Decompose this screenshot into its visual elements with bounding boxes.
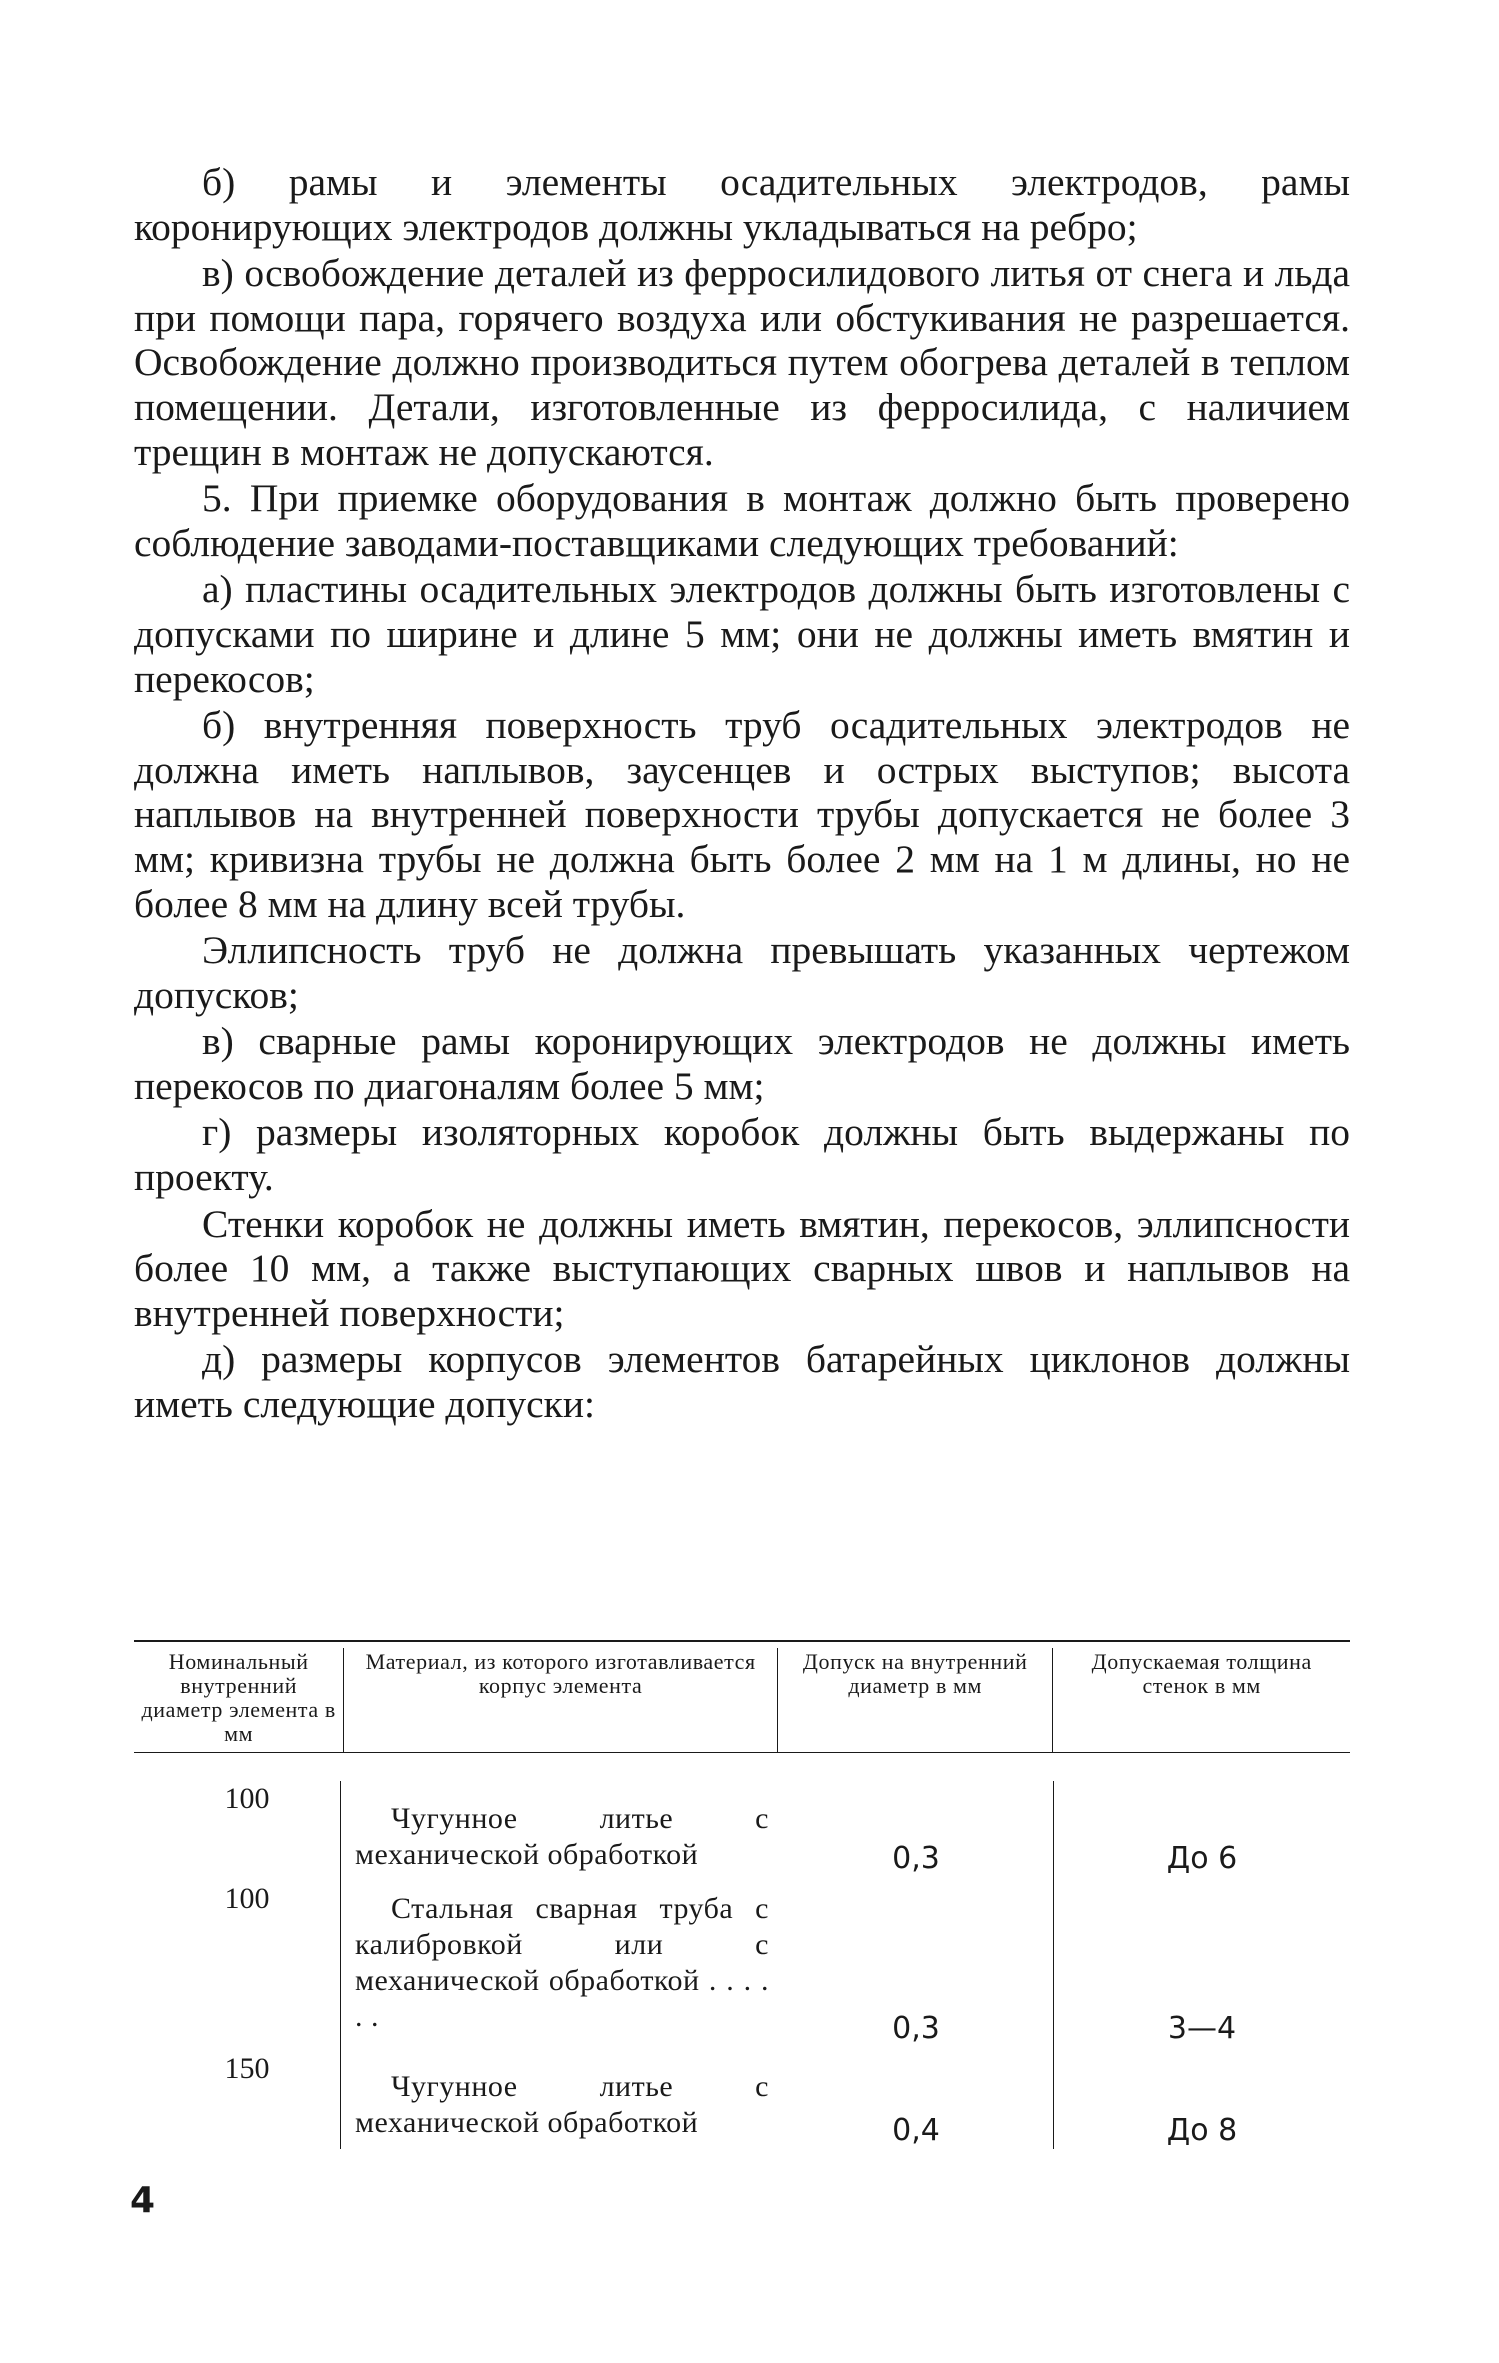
cell-diameter: 100 [224, 1882, 270, 1915]
cell-tolerance [779, 2051, 1053, 2149]
cell-material [340, 1881, 779, 2051]
cell-tolerance-text: 0,4 [892, 2113, 940, 2148]
cell-material-text: Чугунное литье с механической обработкой [355, 2070, 769, 2139]
cell-material [340, 1781, 779, 1881]
paragraph: а) пластины осадительных электродов должны быть изготовлены с допусками по ширине и длине 5 мм; они не должны иметь вмятин и перекосов; [134, 567, 1350, 701]
cell-diameter: 100 [224, 1782, 270, 1815]
cell-thickness [1053, 2051, 1350, 2149]
header-thickness: Допускаемая толщина стенок в мм [1052, 1648, 1350, 1752]
paragraph: б) рамы и элементы осадительных электродов, рамы коронирующих электродов должны укладываться на ребро; [134, 160, 1350, 249]
body-text [134, 160, 1350, 1427]
cell-tolerance [779, 1781, 1053, 1881]
cell-material-text: Стальная сварная труба с калибровкой или с механической обработкой . . . . . . [355, 1892, 769, 2033]
table-row [134, 1781, 1350, 1881]
table-header [134, 1648, 1350, 1753]
cell-thickness-text: До 8 [1166, 2113, 1238, 2148]
cell-tolerance-text: 0,3 [892, 1841, 940, 1876]
paragraph: Стенки коробок не должны иметь вмятин, перекосов, эллипсности более 10 мм, а также выступающих сварных швов и наплывов на внутренней поверхности; [134, 1201, 1350, 1335]
cell-tolerance-text: 0,3 [892, 2011, 940, 2046]
cell-thickness-text: До 6 [1166, 1841, 1238, 1876]
header-material: Материал, из которого изготавливается корпус элемента [343, 1648, 777, 1752]
paragraph: в) сварные рамы коронирующих электродов не должны иметь перекосов по диагоналям более 5 мм; [134, 1019, 1350, 1108]
tolerance-table [134, 1640, 1350, 2149]
cell-diameter: 150 [224, 2052, 270, 2085]
table-row [134, 1881, 1350, 2051]
cell-tolerance [779, 1881, 1053, 2051]
header-diameter: Номинальный внутренний диаметр элемента в мм [141, 1649, 336, 1746]
cell-thickness [1053, 1881, 1350, 2051]
header-tolerance: Допуск на внутренний диаметр в мм [777, 1648, 1053, 1752]
table-top-rule [134, 1640, 1350, 1642]
paragraph: д) размеры корпусов элементов батарейных циклонов должны иметь следующие допуски: [134, 1337, 1350, 1427]
cell-material [340, 2051, 779, 2149]
cell-material-text: Чугунное литье с механической обработкой [355, 1802, 769, 1871]
table-row [134, 2051, 1350, 2149]
page-number: 4 [130, 2180, 156, 2221]
cell-thickness-text: 3—4 [1167, 2011, 1237, 2046]
paragraph: Эллипсность труб не должна превышать указанных чертежом допусков; [134, 928, 1350, 1017]
paragraph: г) размеры изоляторных коробок должны быть выдержаны по проекту. [134, 1110, 1350, 1200]
table-body [134, 1753, 1350, 2149]
paragraph: в) освобождение деталей из ферросилидового литья от снега и льда при помощи пара, горячего воздуха или обстукивания не разрешается. Освобождение должно производиться путем обогрева деталей в теплом помещении. Детали, изготовленные из ферросилида, с наличием трещин в монтаж не допускаются. [134, 251, 1350, 474]
paragraph: 5. При приемке оборудования в монтаж должно быть проверено соблюдение заводами-поставщиками следующих требований: [134, 476, 1350, 565]
paragraph: б) внутренняя поверхность труб осадительных электродов не должна иметь наплывов, заусенцев и острых выступов; высота наплывов на внутренней поверхности трубы допускается не более 3 мм; кривизна трубы не должна быть более 2 мм на 1 м длины, но не более 8 мм на длину всей трубы. [134, 703, 1350, 926]
cell-thickness [1053, 1781, 1350, 1881]
